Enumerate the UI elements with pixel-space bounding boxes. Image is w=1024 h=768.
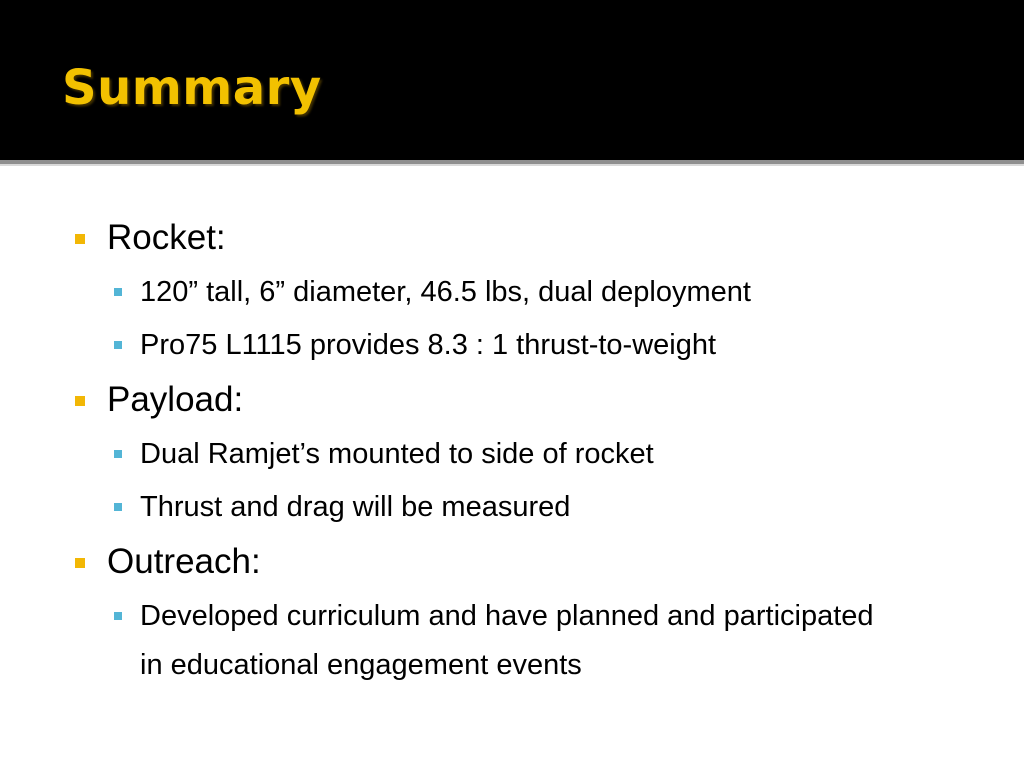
- sub-bullet-text: Thrust and drag will be measured: [140, 491, 571, 523]
- bullet-list: [74, 212, 974, 694]
- title-divider-highlight: [0, 164, 1024, 166]
- square-bullet-icon: [75, 234, 85, 244]
- slide-title: Summary: [62, 60, 322, 116]
- sub-bullet-list: [74, 592, 974, 690]
- square-sub-bullet-icon: [114, 503, 122, 511]
- square-sub-bullet-icon: [114, 341, 122, 349]
- bullet-item-rocket: [74, 212, 974, 370]
- bullet-label: Payload:: [107, 380, 244, 419]
- sub-bullet-list: [74, 268, 974, 370]
- bullet-label: Rocket:: [107, 218, 226, 257]
- bullet-label: Outreach:: [107, 542, 261, 581]
- sub-bullet-list: [74, 430, 974, 532]
- bullet-item-outreach: [74, 536, 974, 690]
- square-bullet-icon: [75, 396, 85, 406]
- square-bullet-icon: [75, 558, 85, 568]
- sub-bullet-text: Dual Ramjet’s mounted to side of rocket: [140, 438, 654, 470]
- sub-bullet-text: Developed curriculum and have planned and participated in educational engagement events: [140, 600, 874, 681]
- square-sub-bullet-icon: [114, 612, 122, 620]
- sub-bullet-text: 120” tall, 6” diameter, 46.5 lbs, dual deployment: [140, 276, 751, 308]
- square-sub-bullet-icon: [114, 450, 122, 458]
- title-bar: [0, 0, 1024, 160]
- sub-bullet-text: Pro75 L1115 provides 8.3 : 1 thrust-to-weight: [140, 329, 717, 361]
- square-sub-bullet-icon: [114, 288, 122, 296]
- bullet-item-payload: [74, 374, 974, 532]
